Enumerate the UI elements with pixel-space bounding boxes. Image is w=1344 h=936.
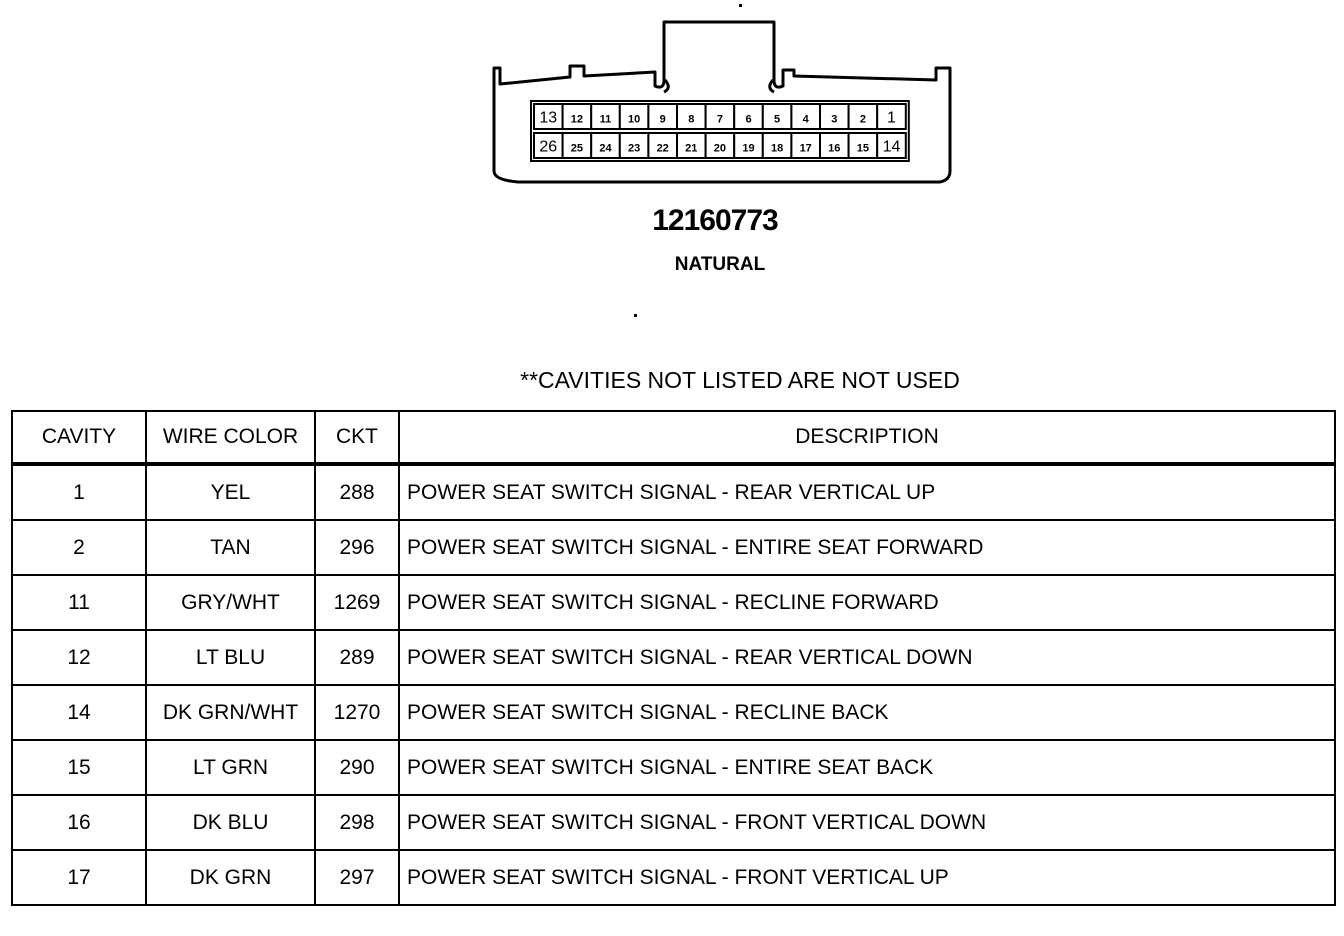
connector-color-label: NATURAL (674, 254, 766, 275)
cavity-number: 8 (688, 113, 695, 126)
cavity-number: 20 (713, 142, 727, 155)
header-wire-color: WIRE COLOR (146, 411, 315, 464)
cavity-number: 24 (599, 142, 612, 155)
table-row (12, 630, 1335, 685)
connector-part-number: 12160773 (652, 204, 778, 237)
cavity-number: 2 (859, 113, 866, 126)
cell-cavity: 17 (12, 850, 146, 905)
cell-wire-color: YEL (146, 464, 315, 520)
cavity-number: 12 (570, 113, 584, 126)
cell-cavity: 12 (12, 630, 146, 685)
cell-description: POWER SEAT SWITCH SIGNAL - ENTIRE SEAT BACK (399, 740, 1335, 795)
cavity-number: 5 (774, 113, 781, 126)
cavity-number: 4 (802, 113, 809, 126)
cell-cavity: 16 (12, 795, 146, 850)
table-row (12, 464, 1335, 520)
table-row (12, 575, 1335, 630)
cavity-number: 19 (742, 142, 755, 155)
cell-cavity: 11 (12, 575, 146, 630)
cavity-number: 15 (856, 142, 870, 155)
cell-description: POWER SEAT SWITCH SIGNAL - FRONT VERTICAL DOWN (399, 795, 1335, 850)
pinout-table (11, 410, 1336, 906)
cavity-number: 10 (627, 113, 641, 126)
cavity-number: 25 (570, 142, 584, 155)
cell-description: POWER SEAT SWITCH SIGNAL - REAR VERTICAL DOWN (399, 630, 1335, 685)
cell-wire-color: DK GRN (146, 850, 315, 905)
cavity-number: 18 (770, 142, 784, 155)
table-row (12, 520, 1335, 575)
cavity-number: 23 (627, 142, 641, 155)
table-row (12, 685, 1335, 740)
cell-cavity: 2 (12, 520, 146, 575)
cavity-number: 3 (831, 113, 838, 126)
cavity-number: 26 (539, 138, 558, 156)
speck (634, 314, 637, 317)
cell-wire-color: DK BLU (146, 795, 315, 850)
cavity-number: 16 (828, 142, 841, 155)
cell-wire-color: LT GRN (146, 740, 315, 795)
cell-cavity: 15 (12, 740, 146, 795)
table-row (12, 795, 1335, 850)
table-header-row (12, 411, 1335, 464)
cavity-grid (531, 101, 909, 161)
header-cavity: CAVITY (12, 411, 146, 464)
cavity-number: 7 (716, 113, 723, 126)
header-ckt: CKT (315, 411, 399, 464)
cavity-number: 9 (659, 113, 666, 126)
cell-wire-color: TAN (146, 520, 315, 575)
cavity-number: 13 (539, 109, 558, 127)
cell-description: POWER SEAT SWITCH SIGNAL - REAR VERTICAL UP (399, 464, 1335, 520)
cell-wire-color: LT BLU (146, 630, 315, 685)
cell-wire-color: DK GRN/WHT (146, 685, 315, 740)
table-row (12, 850, 1335, 905)
cell-ckt: 296 (315, 520, 399, 575)
cell-ckt: 288 (315, 464, 399, 520)
cavity-number: 6 (745, 113, 752, 126)
cavity-number: 22 (656, 142, 669, 155)
cell-cavity: 1 (12, 464, 146, 520)
connector-key-inner (664, 80, 774, 92)
cell-ckt: 1270 (315, 685, 399, 740)
cell-ckt: 298 (315, 795, 399, 850)
cell-ckt: 297 (315, 850, 399, 905)
cavity-number: 21 (685, 142, 698, 155)
cavity-number: 17 (799, 142, 812, 155)
cell-ckt: 290 (315, 740, 399, 795)
cavity-number: 11 (599, 113, 612, 126)
cell-description: POWER SEAT SWITCH SIGNAL - ENTIRE SEAT FORWARD (399, 520, 1335, 575)
cell-ckt: 1269 (315, 575, 399, 630)
cell-description: POWER SEAT SWITCH SIGNAL - RECLINE FORWARD (399, 575, 1335, 630)
cell-cavity: 14 (12, 685, 146, 740)
header-description: DESCRIPTION (399, 411, 1335, 464)
table-row (12, 740, 1335, 795)
cell-ckt: 289 (315, 630, 399, 685)
unused-cavities-note: **CAVITIES NOT LISTED ARE NOT USED (520, 367, 960, 393)
cavity-number: 14 (882, 138, 901, 156)
speck (739, 4, 742, 7)
cell-description: POWER SEAT SWITCH SIGNAL - RECLINE BACK (399, 685, 1335, 740)
cell-description: POWER SEAT SWITCH SIGNAL - FRONT VERTICAL UP (399, 850, 1335, 905)
cell-wire-color: GRY/WHT (146, 575, 315, 630)
cavity-number: 1 (887, 109, 896, 127)
